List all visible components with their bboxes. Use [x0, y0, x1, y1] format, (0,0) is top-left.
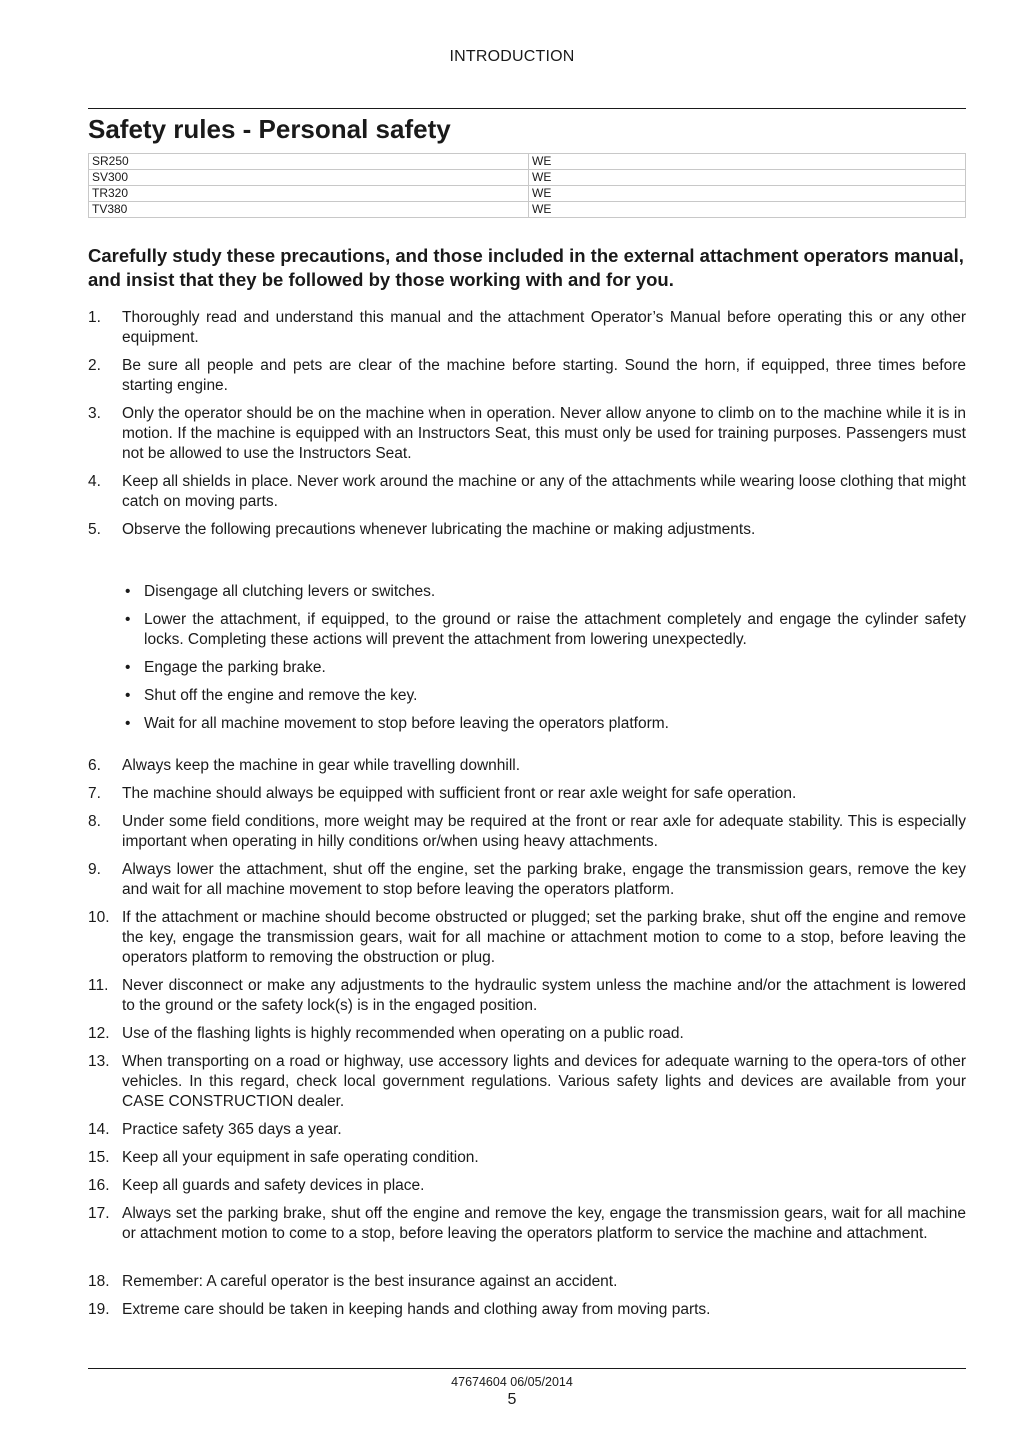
list-item — [88, 356, 966, 396]
list-item — [88, 908, 966, 968]
document-reference: 47674604 06/05/2014 — [451, 1375, 573, 1389]
bullet-item — [125, 686, 966, 706]
item-text: Always set the parking brake, shut off the engine and remove the key, engage the transmission gears, wait for all machine or attachment motion to come to a stop, before leaving the operators platform to service the machine and attachment. — [122, 1205, 966, 1242]
bullet-item — [125, 658, 966, 678]
item-number: 1. — [88, 309, 101, 326]
model-cell: TV380 — [89, 202, 529, 218]
page-number: 5 — [507, 1391, 517, 1408]
list-item — [88, 1024, 966, 1044]
item-text: Always keep the machine in gear while travelling downhill. — [122, 757, 521, 774]
item-text: When transporting on a road or highway, use accessory lights and devices for adequate warning to the opera-tors of other vehicles. In this regard, check local government regulations. Various safety lights and devices are available from your CASE CONSTRUCTION dealer. — [122, 1053, 966, 1110]
item-text: Keep all your equipment in safe operating condition. — [122, 1149, 479, 1166]
item-text: Never disconnect or make any adjustments to the hydraulic system unless the machine and/or the attachment is lowered to the ground or the safety lock(s) is in the engaged position. — [122, 977, 966, 1014]
item-number: 3. — [88, 405, 101, 422]
item-text: Observe the following precautions whenever lubricating the machine or making adjustments. — [122, 521, 756, 538]
table-row — [89, 170, 966, 186]
item-text: Keep all shields in place. Never work around the machine or any of the attachments while wearing loose clothing that might catch on moving parts. — [122, 473, 966, 510]
list-item — [88, 1300, 966, 1320]
footer-rule — [88, 1368, 966, 1369]
bullet-text: Engage the parking brake. — [144, 659, 326, 676]
list-item — [88, 860, 966, 900]
model-cell: SR250 — [89, 154, 529, 170]
bullet-item — [125, 582, 966, 602]
model-cell: SV300 — [89, 170, 529, 186]
list-item — [88, 1272, 966, 1292]
item-number: 8. — [88, 813, 101, 830]
list-item — [88, 404, 966, 464]
list-item — [88, 520, 966, 540]
header-rule — [88, 108, 966, 109]
item-number: 5. — [88, 521, 101, 538]
intro-statement: Carefully study these precautions, and those included in the external attachment operators manual, and insist that they be followed by those working with and for you. — [88, 245, 964, 290]
bullet-text: Wait for all machine movement to stop before leaving the operators platform. — [144, 715, 669, 732]
item-text: The machine should always be equipped with sufficient front or rear axle weight for safe operation. — [122, 785, 797, 802]
list-item — [88, 756, 966, 776]
bullet-dot: • — [125, 687, 131, 704]
item-number: 4. — [88, 473, 101, 490]
region-cell: WE — [529, 154, 966, 170]
item-text: Under some field conditions, more weight may be required at the front or rear axle for adequate stability. This is especially important when operating in hilly conditions or/when using heavy attachments. — [122, 813, 966, 850]
item-text: Remember: A careful operator is the best insurance against an accident. — [122, 1273, 618, 1290]
item-text: Only the operator should be on the machine when in operation. Never allow anyone to climb on to the machine while it is in motion. If the machine is equipped with an Instructors Seat, this must only be used for training purposes. Passengers must not be allowed to use the Instructors Seat. — [122, 405, 966, 462]
region-cell: WE — [529, 170, 966, 186]
region-cell: WE — [529, 186, 966, 202]
list-item — [88, 812, 966, 852]
item-text: Extreme care should be taken in keeping hands and clothing away from moving parts. — [122, 1301, 711, 1318]
bullet-dot: • — [125, 583, 131, 600]
item-number: 16. — [88, 1177, 110, 1194]
item-text: Thoroughly read and understand this manual and the attachment Operator’s Manual before operating this or any other equipment. — [122, 309, 966, 346]
item-number: 18. — [88, 1273, 110, 1290]
item-number: 10. — [88, 909, 110, 926]
list-item — [88, 1204, 966, 1244]
item-number: 9. — [88, 861, 101, 878]
table-row — [89, 154, 966, 170]
list-item — [88, 1052, 966, 1112]
list-item — [88, 1148, 966, 1168]
item-number: 6. — [88, 757, 101, 774]
bullet-dot: • — [125, 611, 131, 628]
item-number: 12. — [88, 1025, 110, 1042]
item-number: 14. — [88, 1121, 110, 1138]
bullet-dot: • — [125, 659, 131, 676]
item-number: 11. — [88, 977, 109, 994]
item-text: If the attachment or machine should become obstructed or plugged; set the parking brake, shut off the engine and remove the key, engage the transmission gears, wait for all machine or attachment motion to come to a stop, before leaving the operators platform to removing the obstruction or plug. — [122, 909, 966, 966]
item-number: 2. — [88, 357, 101, 374]
item-text: Be sure all people and pets are clear of the machine before starting. Sound the horn, if equipped, three times before starting engine. — [122, 357, 966, 394]
bullet-text: Disengage all clutching levers or switches. — [144, 583, 436, 600]
bullet-text: Lower the attachment, if equipped, to the ground or raise the attachment completely and engage the cylinder safety locks. Completing these actions will prevent the attachment from lowering unexpectedly. — [144, 611, 966, 648]
bullet-dot: • — [125, 715, 131, 732]
model-cell: TR320 — [89, 186, 529, 202]
list-item — [88, 1176, 966, 1196]
bullet-item — [125, 610, 966, 650]
table-row — [89, 202, 966, 218]
region-cell: WE — [529, 202, 966, 218]
bullet-text: Shut off the engine and remove the key. — [144, 687, 418, 704]
list-item — [88, 976, 966, 1016]
item-number: 17. — [88, 1205, 110, 1222]
list-item — [88, 308, 966, 348]
page-title: Safety rules - Personal safety — [88, 114, 451, 144]
list-item — [88, 1120, 966, 1140]
list-item — [88, 472, 966, 512]
item-text: Keep all guards and safety devices in place. — [122, 1177, 425, 1194]
bullet-item — [125, 714, 966, 734]
item-number: 13. — [88, 1053, 110, 1070]
item-text: Always lower the attachment, shut off the engine, set the parking brake, engage the transmission gears, remove the key and wait for all machine movement to stop before leaving the operators platform. — [122, 861, 966, 898]
model-applicability-table — [88, 153, 966, 218]
item-number: 19. — [88, 1301, 110, 1318]
list-item — [88, 784, 966, 804]
table-row — [89, 186, 966, 202]
item-text: Practice safety 365 days a year. — [122, 1121, 342, 1138]
item-number: 7. — [88, 785, 101, 802]
running-header: INTRODUCTION — [449, 48, 575, 65]
item-text: Use of the flashing lights is highly recommended when operating on a public road. — [122, 1025, 684, 1042]
item-number: 15. — [88, 1149, 110, 1166]
